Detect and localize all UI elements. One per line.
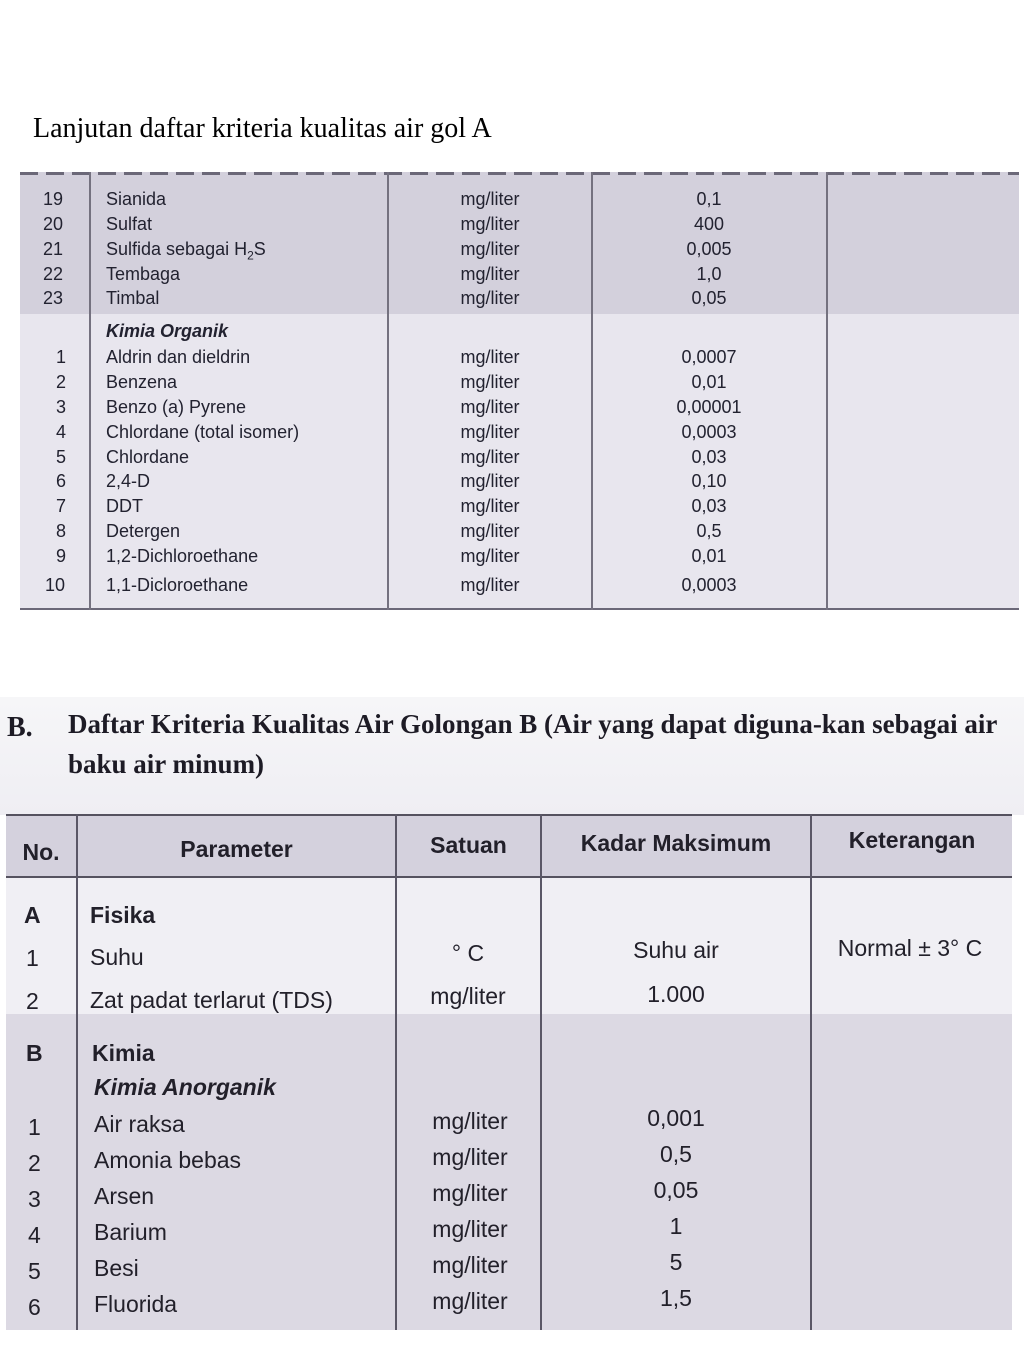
table-top-rule	[20, 172, 1019, 175]
row-number: 1	[55, 347, 66, 367]
parameter-name: Amonia bebas	[94, 1147, 242, 1173]
max-value: 400	[693, 214, 725, 234]
max-value: 1,5	[660, 1285, 692, 1311]
max-value: 1,0	[696, 264, 722, 284]
header-satuan: Satuan	[430, 832, 507, 858]
parameter-name: Timbal	[106, 288, 160, 308]
row-number: 3	[28, 1186, 41, 1212]
page-caption: Lanjutan daftar kriteria kualitas air gol A	[33, 113, 492, 144]
parameter-name: 2,4-D	[106, 471, 151, 491]
unit: mg/liter	[460, 239, 520, 259]
max-value: 0,01	[691, 546, 727, 566]
row-number: 19	[42, 189, 64, 209]
section-b-title: Daftar Kriteria Kualitas Air Golongan B (Air yang dapat diguna-kan sebagai air baku air minum)	[68, 709, 997, 779]
max-value: 0,005	[686, 239, 732, 259]
row-number: 2	[26, 988, 39, 1014]
unit: mg/liter	[460, 347, 520, 367]
header-no: No.	[22, 839, 60, 865]
row-number: 7	[55, 496, 66, 516]
row-number: 4	[55, 422, 66, 442]
group-label-fisika: Fisika	[90, 902, 156, 928]
parameter-name: Chlordane	[106, 447, 190, 467]
parameter-name: Benzena	[106, 372, 178, 392]
table-gol-b	[6, 814, 1012, 1330]
note: Normal ± 3° C	[837, 935, 983, 961]
row-number: 20	[42, 214, 64, 234]
unit: mg/liter	[460, 447, 520, 467]
section-kimia-organik: Kimia Organik	[106, 321, 229, 341]
unit: mg/liter	[460, 546, 520, 566]
column-divider	[89, 172, 91, 610]
group-label-kimia: Kimia	[92, 1040, 155, 1066]
row-number: 6	[28, 1294, 41, 1320]
header-parameter: Parameter	[180, 836, 293, 862]
row-number: 21	[42, 239, 64, 259]
unit: mg/liter	[432, 1108, 508, 1134]
max-value: 0,00001	[676, 397, 742, 417]
row-number: 1	[26, 945, 39, 971]
row-number: 23	[42, 288, 64, 308]
parameter-name: 1,1-Dicloroethane	[106, 575, 249, 595]
unit: mg/liter	[432, 1144, 508, 1170]
max-value: 0,05	[691, 288, 727, 308]
parameter-name: Chlordane (total isomer)	[106, 422, 300, 442]
column-divider	[810, 814, 812, 1330]
row-number: 6	[55, 471, 66, 491]
column-divider	[826, 172, 828, 610]
parameter-name: Detergen	[106, 521, 181, 541]
row-number: 22	[42, 264, 64, 284]
parameter-name-text: Sulfida sebagai H	[106, 239, 248, 259]
row-number: 8	[55, 521, 66, 541]
max-value: 0,03	[691, 496, 727, 516]
header-rule	[6, 876, 1012, 878]
unit: mg/liter	[460, 422, 520, 442]
group-code-a: A	[24, 902, 41, 928]
unit: mg/liter	[460, 471, 520, 491]
max-value: 5	[669, 1249, 683, 1275]
column-divider	[591, 172, 593, 610]
max-value: 0,0003	[681, 575, 737, 595]
parameter-name: Fluorida	[94, 1291, 178, 1317]
table-top-rule	[6, 814, 1012, 816]
unit: mg/liter	[460, 575, 520, 595]
max-value: 1.000	[647, 981, 705, 1007]
max-value: 0,0007	[681, 347, 737, 367]
header-keterangan: Keterangan	[848, 827, 976, 853]
parameter-name: 1,2-Dichloroethane	[106, 546, 259, 566]
unit: mg/liter	[460, 264, 520, 284]
row-number: 4	[28, 1222, 41, 1248]
row-number: 2	[55, 372, 66, 392]
subscript: 2	[247, 248, 254, 263]
row-number: 9	[55, 546, 66, 566]
max-value: 0,5	[696, 521, 722, 541]
max-value: 0,1	[696, 189, 722, 209]
column-divider	[76, 814, 78, 1330]
parameter-name: Arsen	[94, 1183, 155, 1209]
max-value: 0,001	[647, 1105, 705, 1131]
parameter-name: Besi	[94, 1255, 139, 1281]
parameter-name: Barium	[94, 1219, 167, 1245]
unit: mg/liter	[432, 1216, 508, 1242]
parameter-name: Sulfat	[106, 214, 153, 234]
unit: mg/liter	[460, 397, 520, 417]
max-value: 0,10	[691, 471, 727, 491]
parameter-name: Aldrin dan dieldrin	[106, 347, 251, 367]
max-value: 0,05	[653, 1177, 699, 1203]
unit: mg/liter	[432, 1288, 508, 1314]
header-kadar-maksimum: Kadar Maksimum	[580, 830, 772, 856]
parameter-name: Zat padat terlarut (TDS)	[90, 987, 333, 1013]
unit: mg/liter	[460, 521, 520, 541]
column-divider	[395, 814, 397, 1330]
max-value: 0,5	[660, 1141, 692, 1167]
parameter-name: Benzo (a) Pyrene	[106, 397, 247, 417]
parameter-name: Air raksa	[94, 1111, 185, 1137]
parameter-name: Tembaga	[106, 264, 181, 284]
parameter-name: Suhu	[90, 944, 144, 970]
unit: mg/liter	[432, 1180, 508, 1206]
unit: ° C	[451, 940, 485, 966]
max-value: Suhu air	[633, 937, 719, 963]
row-number: 10	[44, 575, 66, 595]
unit: mg/liter	[460, 372, 520, 392]
column-divider	[387, 172, 389, 610]
unit: mg/liter	[460, 189, 520, 209]
unit: mg/liter	[460, 496, 520, 516]
group-code-b: B	[26, 1040, 43, 1066]
row-number: 5	[55, 447, 66, 467]
subgroup-kimia-anorganik: Kimia Anorganik	[94, 1074, 276, 1100]
section-b-letter: B.	[7, 712, 33, 743]
max-value: 0,03	[691, 447, 727, 467]
row-number: 2	[28, 1150, 41, 1176]
table-bottom-rule	[20, 608, 1019, 610]
max-value: 0,0003	[681, 422, 737, 442]
max-value: 0,01	[691, 372, 727, 392]
table-gol-a-continued	[20, 172, 1019, 610]
row-number: 1	[28, 1114, 41, 1140]
row-number: 3	[55, 397, 66, 417]
parameter-name: Sianida	[106, 189, 167, 209]
unit: mg/liter	[460, 288, 520, 308]
max-value: 1	[669, 1213, 683, 1239]
unit: mg/liter	[432, 1252, 508, 1278]
parameter-name-suffix: S	[253, 239, 266, 259]
unit: mg/liter	[430, 983, 506, 1009]
parameter-name: DDT	[106, 496, 143, 516]
unit: mg/liter	[460, 214, 520, 234]
row-number: 5	[28, 1258, 41, 1284]
